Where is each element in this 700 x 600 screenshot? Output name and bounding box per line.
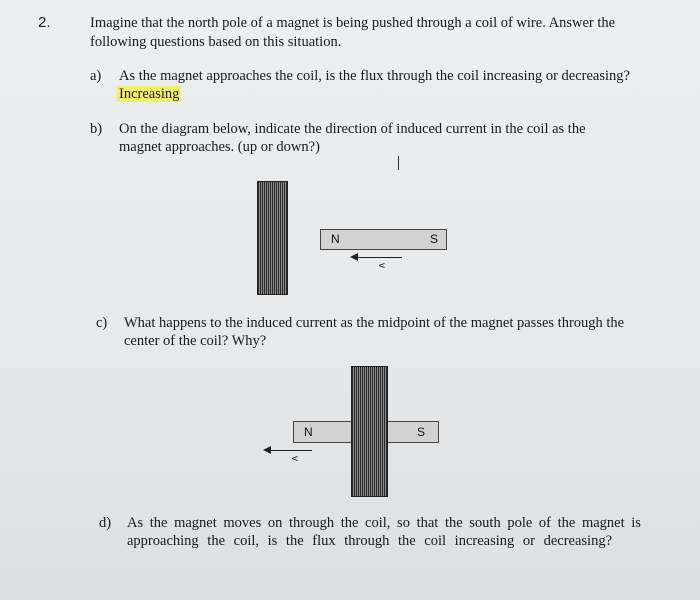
question-intro-line1: Imagine that the north pole of a magnet is being pushed through a coil of wire. Answer the bbox=[90, 15, 616, 31]
velocity-arrow-2 bbox=[270, 450, 312, 451]
coil-1 bbox=[257, 181, 288, 295]
part-b-line2: magnet approaches. (up or down?) bbox=[119, 139, 320, 155]
part-a-label: a) bbox=[90, 68, 102, 84]
question-intro-line2: following questions based on this situation. bbox=[90, 34, 342, 50]
part-b-label: b) bbox=[90, 121, 103, 137]
pen-mark bbox=[398, 156, 399, 170]
velocity-arrow-1 bbox=[357, 257, 402, 258]
part-d-label: d) bbox=[99, 515, 112, 531]
coil-2 bbox=[351, 366, 388, 497]
magnet-2-north: N bbox=[304, 425, 313, 439]
part-d-line1: As the magnet moves on through the coil, so that the south pole of the magnet is bbox=[127, 515, 641, 531]
magnet-1-north: N bbox=[331, 232, 340, 246]
velocity-label-1: v bbox=[376, 263, 387, 268]
part-d-line2: approaching the coil, is the flux through the coil increasing or decreasing? bbox=[127, 533, 613, 549]
part-a-answer-wrap bbox=[117, 85, 181, 103]
part-b-line1: On the diagram below, indicate the direction of induced current in the coil as the bbox=[119, 121, 586, 137]
magnet-2-south: S bbox=[417, 425, 426, 439]
part-c-line2: center of the coil? Why? bbox=[124, 333, 267, 349]
part-c-line1: What happens to the induced current as the midpoint of the magnet passes through the bbox=[124, 315, 625, 331]
part-a-text: As the magnet approaches the coil, is the flux through the coil increasing or decreasing? bbox=[119, 68, 630, 84]
question-number: 2. bbox=[38, 14, 51, 31]
part-a-answer: Increasing bbox=[119, 86, 180, 102]
magnet-1-south: S bbox=[430, 232, 439, 246]
velocity-label-2: v bbox=[289, 456, 300, 461]
part-c-label: c) bbox=[96, 315, 108, 331]
